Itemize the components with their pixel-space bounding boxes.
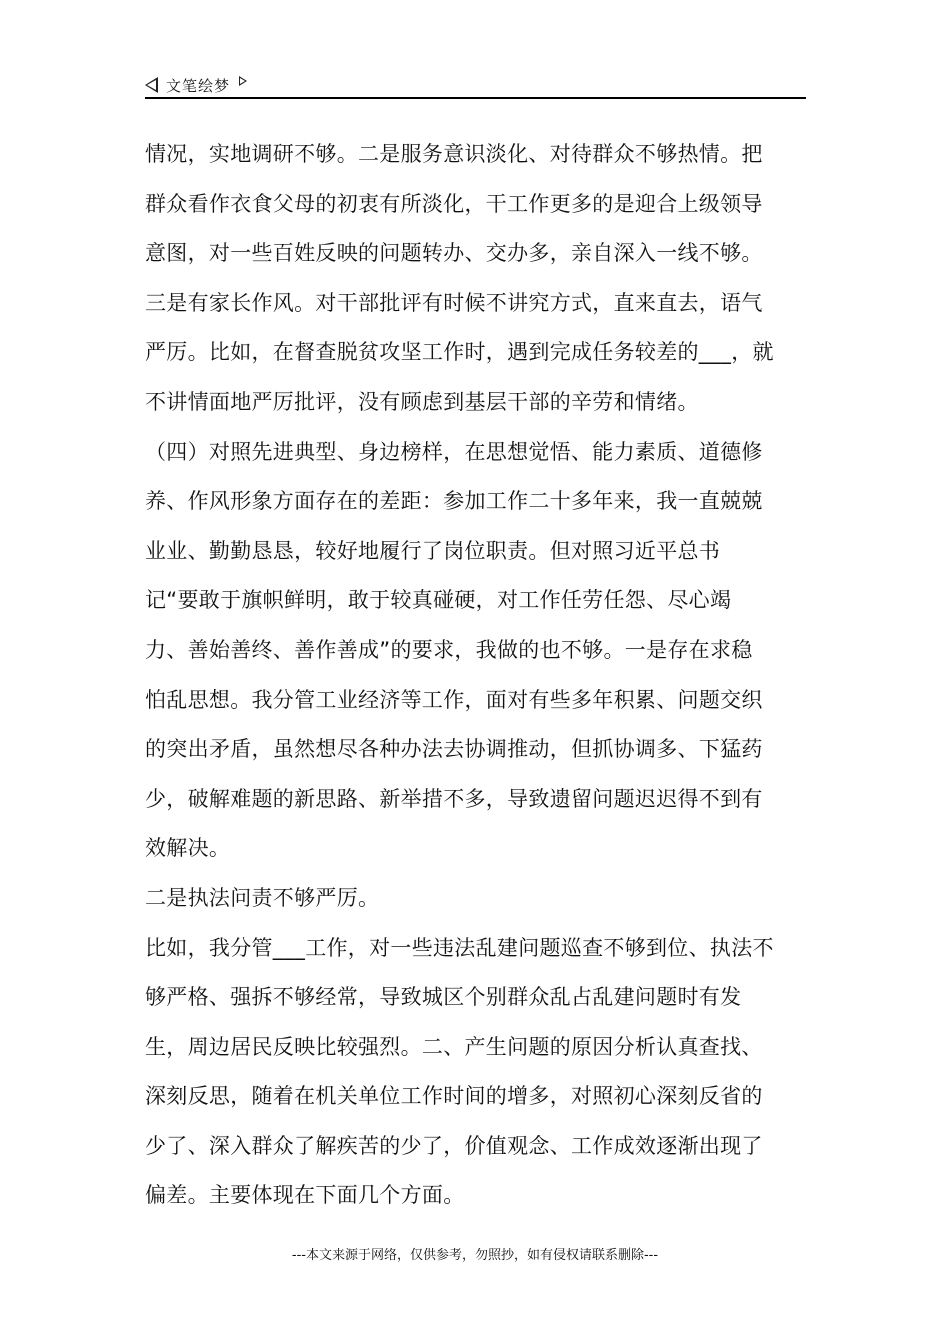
text-line: 情况，实地调研不够。二是服务意识淡化、对待群众不够热情。把	[145, 142, 763, 166]
text-line: 少，破解难题的新思路、新举措不多，导致遗留问题迟迟得不到有	[145, 786, 763, 811]
text-line: 偏差。主要体现在下面几个方面。	[145, 1183, 465, 1208]
text-line: 怕乱思想。我分管工业经济等工作，面对有些多年积累、问题交织	[145, 687, 763, 712]
text-line: 养、作风形象方面存在的差距：参加工作二十多年来，我一直兢兢	[145, 489, 763, 514]
brand-name: 文笔绘梦	[166, 76, 231, 95]
text-line: 力、善始善终、善作善成”的要求，我做的也不够。一是存在求稳	[145, 637, 753, 662]
text-line: 效解决。	[145, 836, 231, 861]
text-line: （四）对照先进典型、身边榜样，在思想觉悟、能力素质、道德修	[145, 439, 763, 464]
text-line: 生，周边居民反映比较强烈。二、产生问题的原因分析认真查找、	[145, 1034, 763, 1059]
page-header	[145, 72, 247, 98]
text-line: 严厉。比如，在督查脱贫攻坚工作时，遇到完成任务较差的___，就	[145, 340, 774, 365]
text-line: 记“要敢于旗帜鲜明，敢于较真碰硬，对工作任劳任怨、尽心竭	[145, 588, 732, 613]
text-line: 少了、深入群众了解疾苦的少了，价值观念、工作成效逐渐出现了	[145, 1133, 763, 1158]
text-line: 深刻反思，随着在机关单位工作时间的增多，对照初心深刻反省的	[145, 1084, 763, 1109]
text-line: 业业、勤勤恳恳，较好地履行了岗位职责。但对照习近平总书	[145, 538, 721, 563]
text-line: 的突出矛盾，虽然想尽各种办法去协调推动，但抓协调多、下猛药	[145, 737, 763, 762]
text-line: 不讲情面地严厉批评，没有顾虑到基层干部的辛劳和情绪。	[145, 389, 699, 414]
header-divider	[145, 97, 806, 99]
text-line: 二是执法问责不够严厉。	[145, 885, 380, 910]
text-line: 群众看作衣食父母的初衷有所淡化，干工作更多的是迎合上级领导	[145, 191, 763, 216]
text-line: 意图，对一些百姓反映的问题转办、交办多，亲自深入一线不够。	[145, 241, 763, 266]
left-triangle-icon	[145, 77, 158, 93]
right-triangle-icon	[239, 76, 247, 86]
text-line: 够严格、强拆不够经常，导致城区个别群众乱占乱建问题时有发	[145, 985, 742, 1010]
text-line: 三是有家长作风。对干部批评有时候不讲究方式，直来直去，语气	[145, 290, 763, 315]
text-line: 比如，我分管___工作，对一些违法乱建问题巡查不够到位、执法不	[145, 935, 774, 960]
body-text	[145, 130, 815, 1221]
footer-note: ---本文来源于网络，仅供参考，勿照抄，如有侵权请联系删除---	[291, 1248, 659, 1263]
